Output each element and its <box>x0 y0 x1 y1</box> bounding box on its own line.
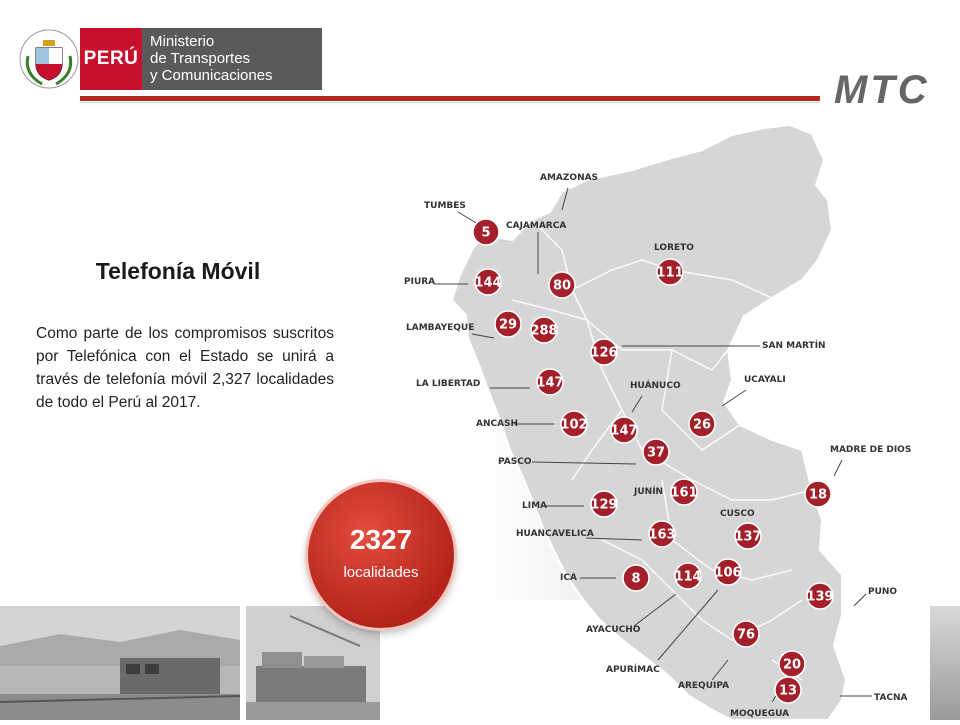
region-count-bubble <box>623 565 649 591</box>
region-label: UCAYALI <box>744 375 786 385</box>
ministry-line-3: y Comunicaciones <box>150 67 273 84</box>
bubble-value: 37 <box>646 445 666 461</box>
region-count-bubble <box>474 269 501 295</box>
mtc-logo: MTC <box>834 68 930 112</box>
bubble-value: 144 <box>474 275 502 291</box>
bubble-value: 26 <box>692 417 712 433</box>
bubble-value: 114 <box>674 569 702 585</box>
bubble-value: 137 <box>734 529 762 545</box>
total-localities-badge <box>308 482 454 628</box>
bubble-value: 161 <box>670 485 698 501</box>
right-photo-edge <box>930 606 960 720</box>
bubble-value: 288 <box>530 323 558 339</box>
region-count-bubble <box>495 311 521 337</box>
region-count-bubble <box>674 563 701 589</box>
bubble-value: 163 <box>648 527 676 543</box>
callout-line <box>854 594 866 606</box>
region-label: AREQUIPA <box>678 681 730 691</box>
peru-map <box>372 120 932 720</box>
region-label: LA LIBERTAD <box>416 379 481 389</box>
peru-brand-logo: PERÚ <box>80 28 142 90</box>
region-label: MADRE DE DIOS <box>830 445 912 455</box>
bubble-value: 139 <box>806 589 834 605</box>
bubble-value: 102 <box>560 417 588 433</box>
region-label: PIURA <box>404 277 436 287</box>
region-count-bubble <box>670 479 697 505</box>
callout-line <box>834 460 842 476</box>
region-count-bubble <box>590 339 617 365</box>
header-divider <box>80 96 820 101</box>
region-label: ANCASH <box>476 419 519 429</box>
region-count-bubble <box>806 583 833 609</box>
region-label: LAMBAYEQUE <box>406 323 475 333</box>
region-label: CUSCO <box>720 509 755 519</box>
region-count-bubble <box>549 272 575 298</box>
region-count-bubble <box>590 491 617 517</box>
bubble-value: 126 <box>590 345 618 361</box>
ministry-line-1: Ministerio <box>150 33 215 50</box>
bubble-value: 106 <box>714 565 742 581</box>
region-count-bubble <box>775 677 801 703</box>
region-label: APURÍMAC <box>606 665 660 675</box>
bottom-photo-strip <box>0 606 380 720</box>
coat-of-arms-icon <box>18 26 80 92</box>
region-label: ICA <box>560 573 577 583</box>
region-label: MOQUEGUA <box>730 709 790 719</box>
region-label: LIMA <box>522 501 548 511</box>
region-count-bubble <box>560 411 587 437</box>
region-count-bubble <box>714 559 741 585</box>
bubble-value: 20 <box>782 657 802 673</box>
region-count-bubble <box>734 523 761 549</box>
description-text: Como parte de los compromisos suscritos por Telefónica con el Estado se unirá a través de telefonía móvil 2,327 localidades de todo el Perú al 2017. <box>36 325 334 411</box>
bubble-value: 5 <box>481 225 491 241</box>
bubble-value: 147 <box>536 375 564 391</box>
bubble-value: 8 <box>631 571 641 587</box>
bubble-value: 13 <box>778 683 798 699</box>
region-label: TUMBES <box>424 201 466 211</box>
bubble-value: 76 <box>736 627 756 643</box>
header <box>0 0 960 110</box>
region-count-bubble <box>779 651 805 677</box>
region-count-bubble <box>530 317 557 343</box>
bubble-value: 111 <box>656 265 684 281</box>
region-label: HUÁNUCO <box>630 381 681 391</box>
total-value: 2327 <box>349 524 413 555</box>
region-count-bubble <box>648 521 675 547</box>
total-label: localidades <box>343 564 419 581</box>
bubble-value: 18 <box>808 487 828 503</box>
callout-line <box>458 212 478 224</box>
bubble-value: 129 <box>590 497 618 513</box>
ministry-name-block <box>142 28 322 90</box>
region-label: PASCO <box>498 457 532 467</box>
region-count-bubble <box>689 411 715 437</box>
page-title: Telefonía Móvil <box>95 258 261 284</box>
region-label: LORETO <box>654 243 694 253</box>
region-label: AYACUCHO <box>586 625 641 635</box>
region-count-bubble <box>733 621 759 647</box>
region-count-bubble <box>473 219 499 245</box>
bubble-value: 29 <box>498 317 518 333</box>
bubble-value: 147 <box>610 423 638 439</box>
region-count-bubble <box>656 259 683 285</box>
bubble-value: 80 <box>552 278 572 294</box>
region-label: HUANCAVELICA <box>516 529 594 539</box>
region-count-bubble <box>610 417 637 443</box>
region-label: CAJAMARCA <box>506 221 567 231</box>
region-label: JUNÍN <box>634 487 664 497</box>
region-count-bubble <box>536 369 563 395</box>
region-label: AMAZONAS <box>540 173 599 183</box>
region-label: SAN MARTÍN <box>762 341 826 351</box>
ministry-line-2: de Transportes <box>150 50 251 67</box>
region-label: PUNO <box>868 587 898 597</box>
region-count-bubble <box>805 481 831 507</box>
region-count-bubble <box>643 439 669 465</box>
region-label: TACNA <box>874 693 908 703</box>
